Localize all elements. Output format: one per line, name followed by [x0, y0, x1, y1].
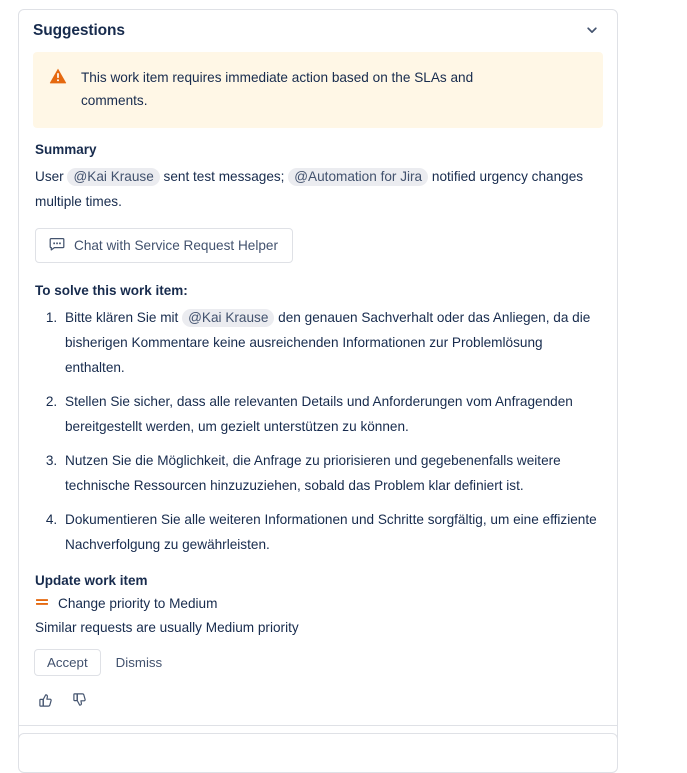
- thumbs-down-icon: [72, 692, 88, 711]
- accept-button[interactable]: Accept: [34, 649, 101, 676]
- list-item: [61, 507, 603, 557]
- list-item: [61, 305, 603, 380]
- priority-medium-icon: [35, 595, 49, 612]
- summary-text-part-3: notified urgency changes multiple times.: [35, 169, 584, 209]
- update-work-item-heading: Update work item: [35, 573, 148, 588]
- step-text-prefix: Nutzen Sie die Möglichkeit, die Anfrage zu priorisieren und gegebenenfalls weitere technische Ressourcen hinzuzuziehen, sobald das Problem klar definiert ist.: [65, 453, 561, 493]
- suggestions-card-header: [19, 10, 617, 52]
- collapse-toggle-button[interactable]: [579, 18, 605, 44]
- list-item: [61, 389, 603, 439]
- priority-suggestion-row: [35, 595, 603, 612]
- mention-kai-krause[interactable]: @Kai Krause: [67, 168, 159, 186]
- summary-text-part-2: sent test messages;: [159, 169, 289, 184]
- chat-bubble-icon: [49, 236, 65, 255]
- chat-with-service-request-helper-button[interactable]: [35, 228, 293, 263]
- mention-automation-for-jira[interactable]: @Automation for Jira: [288, 168, 428, 186]
- suggestions-card-body: [19, 52, 617, 725]
- step-text-prefix: Stellen Sie sicher, dass alle relevanten Details und Anforderungen vom Anfragenden bereitgestellt werden, um gezielt unterstützen zu können.: [65, 394, 573, 434]
- priority-suggestion-label: Change priority to Medium: [58, 596, 218, 611]
- list-item: [61, 448, 603, 498]
- dismiss-button[interactable]: Dismiss: [105, 649, 174, 676]
- next-card-partial: [18, 733, 618, 773]
- step-text-suffix: den genauen Sachverhalt oder das Anliegen, da die bisherigen Kommentare keine ausreichenden Informationen zur Problemlösung enthalten.: [65, 310, 591, 375]
- feedback-actions: [34, 689, 603, 713]
- summary-heading: Summary: [35, 142, 97, 157]
- thumbs-up-button[interactable]: [34, 689, 58, 713]
- step-text-prefix: Bitte klären Sie mit: [65, 310, 183, 325]
- steps-heading: To solve this work item:: [35, 283, 188, 298]
- sla-warning-text: This work item requires immediate action based on the SLAs and comments.: [81, 70, 474, 108]
- suggestions-card: [18, 9, 618, 765]
- page-title: Suggestions: [33, 22, 125, 39]
- step-text-prefix: Dokumentieren Sie alle weiteren Informationen und Schritte sorgfältig, um eine effiziente Nachverfolgung zu gewährleisten.: [65, 512, 597, 552]
- chevron-down-icon: [585, 23, 599, 40]
- thumbs-up-icon: [38, 692, 54, 711]
- chat-button-label: Chat with Service Request Helper: [74, 238, 278, 253]
- mention-kai-krause[interactable]: @Kai Krause: [182, 309, 274, 327]
- warning-triangle-icon: [49, 67, 67, 85]
- sla-warning-banner: [33, 52, 603, 128]
- summary-text: [35, 164, 603, 214]
- thumbs-down-button[interactable]: [68, 689, 92, 713]
- summary-text-part-1: User: [35, 169, 68, 184]
- steps-list: [33, 305, 603, 557]
- suggestion-actions: [34, 649, 603, 676]
- priority-rationale-text: Similar requests are usually Medium priority: [35, 620, 299, 635]
- update-work-item-section: [33, 573, 603, 713]
